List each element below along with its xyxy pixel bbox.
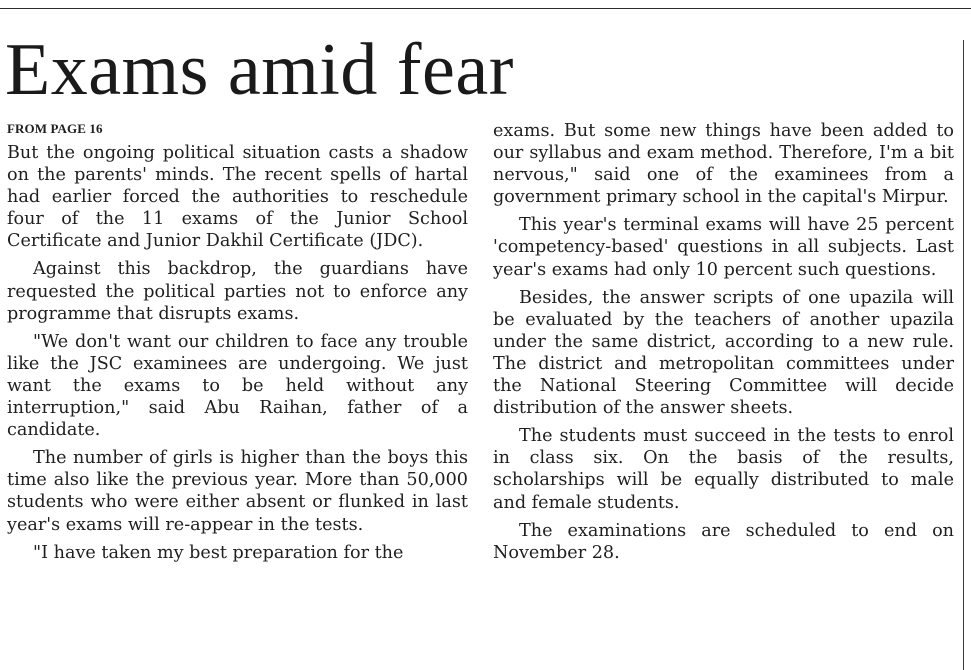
- paragraph: exams. But some new things have been added to our syllabus and exam method. Therefore, I'm a bit nervous," said one of the examinees from a government primary school in the capital's Mirpur.: [493, 121, 954, 208]
- paragraph: This year's terminal exams will have 25 percent 'competency-based' questions in all subjects. Last year's exams had only 10 percent such questions.: [493, 215, 954, 280]
- paragraph: The students must succeed in the tests to enrol in class six. On the basis of the results, scholarships will be equally distributed to male and female students.: [493, 426, 954, 513]
- paragraph: The examinations are scheduled to end on November 28.: [493, 520, 954, 563]
- top-rule: [0, 8, 971, 9]
- left-column: [7, 120, 468, 570]
- kicker: FROM PAGE 16: [7, 121, 103, 136]
- paragraph: "We don't want our children to face any trouble like the JSC examinees are undergoing. We just want the exams to be held without any interruption," said Abu Raihan, father of a candidate.: [7, 331, 468, 441]
- right-column: [493, 120, 954, 570]
- paragraph: Besides, the answer scripts of one upazila will be evaluated by the teachers of another upazila under the same district, according to a new rule. The district and metropolitan committees under the National Steering Committee will decide distribution of the answer sheets.: [493, 287, 954, 419]
- column-rule: [963, 40, 964, 670]
- paragraph: Against this backdrop, the guardians have requested the political parties not to enforce any programme that disrupts exams.: [7, 259, 468, 324]
- headline: Exams amid fear: [5, 29, 514, 111]
- paragraph: The number of girls is higher than the boys this time also like the previous year. More than 50,000 students who were either absent or flunked in last year's exams will re-appear in the tests.: [7, 448, 468, 535]
- paragraph: "I have taken my best preparation for the: [33, 542, 404, 563]
- paragraph: But the ongoing political situation casts a shadow on the parents' minds. The recent spells of hartal had earlier forced the authorities to reschedule four of the 11 exams of the Junior School Certificate and Junior Dakhil Certificate (JDC).: [7, 143, 468, 252]
